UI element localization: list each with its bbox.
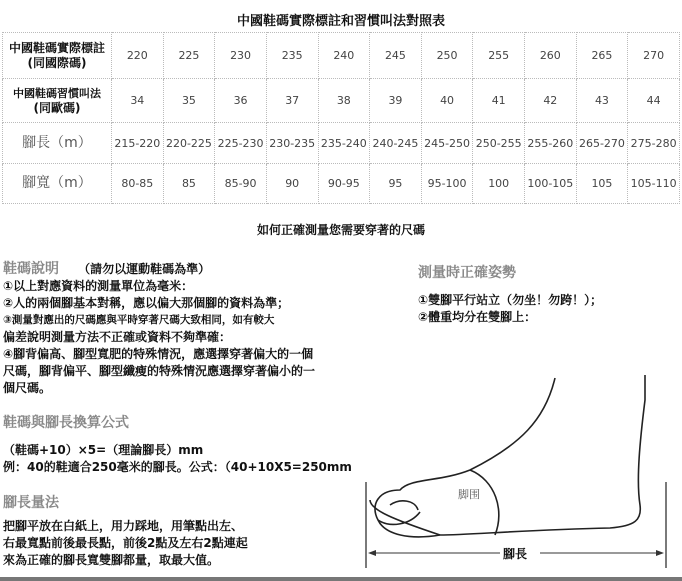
cell: 265-270	[576, 123, 628, 164]
cell: 41	[473, 79, 525, 123]
formula-line: （鞋碼+10）×5=（理論腳長）mm	[3, 443, 204, 457]
bottom-border	[0, 577, 682, 581]
row-header: 腳長（m）	[3, 123, 112, 164]
note-line: ④腳背偏高、腳型寬肥的特殊情況，應選擇穿著偏大的一個	[3, 347, 314, 361]
girth-label: 脚围	[458, 488, 480, 501]
cell: 235	[266, 33, 318, 79]
posture-line: ②體重均分在雙腳上：	[418, 310, 537, 324]
cell: 100	[473, 164, 525, 204]
method-line: 來為正確的腳長寬雙腳都量，取最大值。	[3, 553, 220, 567]
cell: 44	[628, 79, 680, 123]
cell: 225	[163, 33, 215, 79]
cell: 255-260	[525, 123, 577, 164]
cell: 105	[576, 164, 628, 204]
note-line: ③測量對應出的尺碼應與平時穿著尺碼大致相同，如有較大	[3, 314, 275, 326]
cell: 260	[525, 33, 577, 79]
chart-title: 中國鞋碼實際標註和習慣叫法對照表	[236, 14, 445, 29]
note-line: ②人的兩個腳基本對稱，應以偏大那個腳的資料為準；	[3, 296, 290, 310]
cell: 40	[421, 79, 473, 123]
cell: 275-280	[628, 123, 680, 164]
cell: 42	[525, 79, 577, 123]
cell: 37	[266, 79, 318, 123]
cell: 95-100	[421, 164, 473, 204]
formula-line: 例：40的鞋適合250毫米的腳長。公式：（40+10X5=250mm	[3, 460, 352, 474]
cell: 250	[421, 33, 473, 79]
row-header-sub: (同國際碼)	[27, 55, 87, 70]
cell: 90-95	[318, 164, 370, 204]
cell: 43	[576, 79, 628, 123]
posture-line: ①雙腳平行站立（勿坐！勿跨！）；	[418, 293, 603, 307]
cell: 85	[163, 164, 215, 204]
cell: 35	[163, 79, 215, 123]
note-line: 尺碼，腳背偏平、腳型纖瘦的特殊情況應選擇穿著偏小的一	[3, 364, 316, 378]
row-header: 腳寬（m）	[3, 164, 112, 204]
size-note-sub: （請勿以運動鞋碼為準）	[78, 262, 211, 276]
cell: 105-110	[628, 164, 680, 204]
cell: 215-220	[112, 123, 164, 164]
method-line: 右最寬點前後最長點，前後2點及左右2點連起	[3, 536, 248, 550]
note-line: ①以上對應資料的測量單位為毫米：	[3, 279, 194, 293]
formula-heading: 鞋碼與腳長換算公式	[3, 415, 129, 431]
method-heading: 腳長量法	[3, 495, 59, 511]
cell: 230	[215, 33, 267, 79]
cell: 34	[112, 79, 164, 123]
cell: 38	[318, 79, 370, 123]
cell: 240-245	[370, 123, 422, 164]
cell: 90	[266, 164, 318, 204]
foot-outline	[370, 375, 645, 537]
note-line: 個尺碼。	[3, 381, 52, 395]
cell: 100-105	[525, 164, 577, 204]
cell: 220-225	[163, 123, 215, 164]
size-note-heading: 鞋碼說明	[3, 261, 59, 277]
cell: 250-255	[473, 123, 525, 164]
length-label: 腳長	[503, 547, 528, 561]
row-header-label: 中國鞋碼實際標註	[8, 40, 105, 55]
method-line: 把腳平放在白紙上，用力踩地，用筆點出左、	[3, 519, 244, 533]
cell: 85-90	[215, 164, 267, 204]
cell: 220	[112, 33, 164, 79]
cell: 245	[370, 33, 422, 79]
row-header-label: 中國鞋碼習慣叫法	[13, 86, 101, 100]
cell: 80-85	[112, 164, 164, 204]
posture-heading: 測量時正確姿勢	[418, 265, 516, 281]
cell: 270	[628, 33, 680, 79]
cell: 230-235	[266, 123, 318, 164]
cell: 95	[370, 164, 422, 204]
cell: 255	[473, 33, 525, 79]
cell: 36	[215, 79, 267, 123]
how-to-measure-title: 如何正確測量您需要穿著的尺碼	[256, 223, 425, 237]
cell: 39	[370, 79, 422, 123]
cell: 240	[318, 33, 370, 79]
cell: 225-230	[215, 123, 267, 164]
row-header-sub: (同歐碼)	[33, 100, 81, 115]
cell: 245-250	[421, 123, 473, 164]
note-line: 偏差說明測量方法不正確或資料不夠準確：	[3, 330, 232, 344]
cell: 265	[576, 33, 628, 79]
cell: 235-240	[318, 123, 370, 164]
